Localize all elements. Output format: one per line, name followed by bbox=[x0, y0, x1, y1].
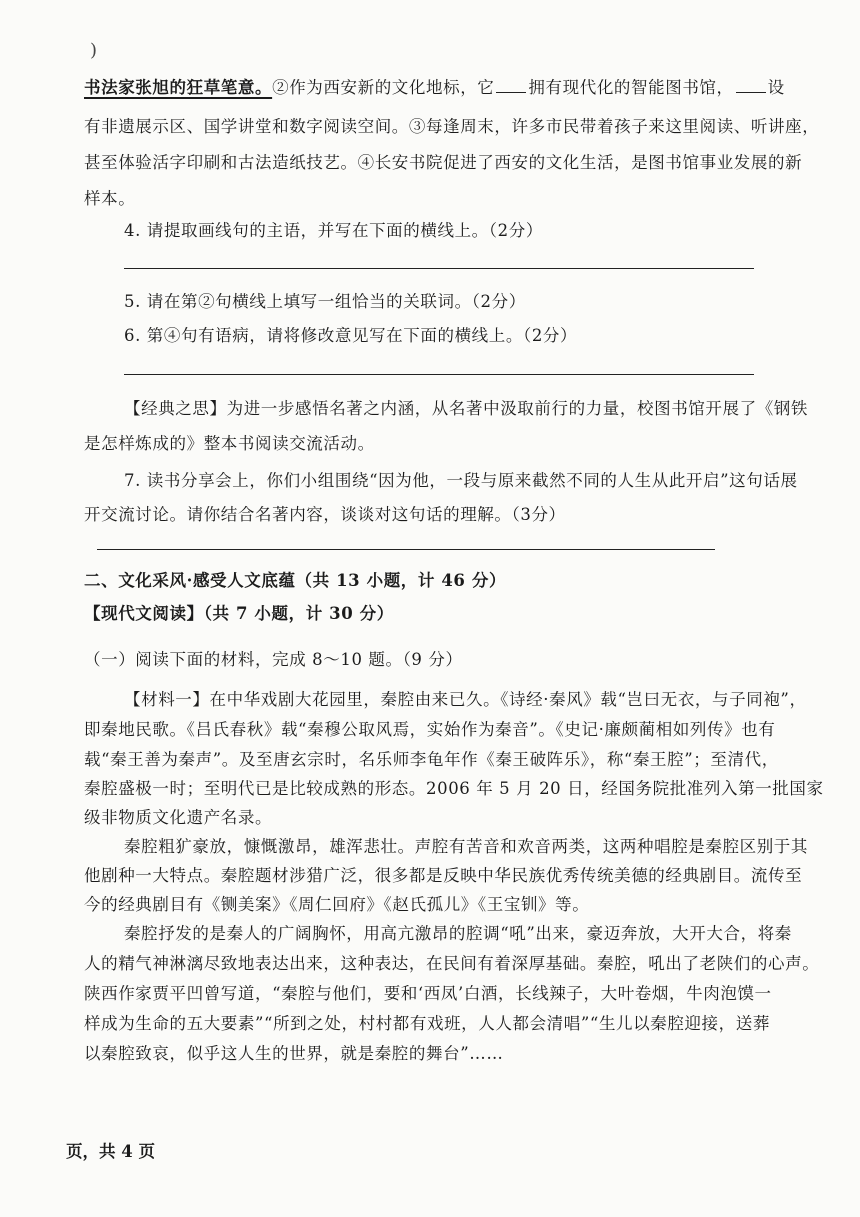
answer-line-q4[interactable] bbox=[124, 268, 754, 269]
fill-blank-2[interactable] bbox=[736, 78, 766, 93]
material-3-line-4: 样成为生命的五大要素”“所到之处，村村都有戏班，人人都会清唱”“生儿以秦腔迎接，送葬 bbox=[84, 1014, 770, 1033]
material-3-line-3: 陕西作家贾平凹曾写道，“秦腔与他们，要和‘西凤’白酒，长线辣子，大叶卷烟，牛肉泡馍一 bbox=[84, 984, 772, 1003]
question-6: 6. 第④句有语病，请将修改意见写在下面的横线上。（2分） bbox=[124, 326, 578, 345]
section-2-title: 二、文化采风·感受人文底蕴（共 13 小题，计 46 分） bbox=[84, 571, 507, 590]
underlined-sentence: 书法家张旭的狂草笔意。 bbox=[84, 78, 273, 97]
passage-line-1 bbox=[84, 76, 785, 100]
margin-mark: ) bbox=[90, 40, 98, 61]
classic-intro-line-1: 【经典之思】为进一步感悟名著之内涵，从名著中汲取前行的力量，校图书馆开展了《钢铁 bbox=[124, 399, 808, 418]
question-7-line-2: 开交流讨论。请你结合名著内容，谈谈对这句话的理解。（3分） bbox=[84, 505, 566, 524]
material-3-line-2: 人的精气神淋漓尽致地表达出来，这种表达，在民间有着深厚基础。秦腔，吼出了老陕们的心声。 bbox=[84, 954, 820, 973]
question-4: 4. 请提取画线句的主语，并写在下面的横线上。（2分） bbox=[124, 221, 543, 240]
passage-line-4: 样本。 bbox=[84, 189, 136, 208]
part-1-instruction: （一）阅读下面的材料，完成 8～10 题。（9 分） bbox=[84, 650, 463, 669]
answer-line-q7[interactable] bbox=[97, 549, 715, 550]
material-1-line-4: 秦腔盛极一时；至明代已是比较成熟的形态。2006 年 5 月 20 日，经国务院批准列入第一批国家 bbox=[84, 779, 824, 798]
material-3-line-1: 秦腔抒发的是秦人的广阔胸怀，用高亢激昂的腔调“吼”出来，豪迈奔放，大开大合，将秦 bbox=[124, 924, 792, 943]
material-1-line-2: 即秦地民歌。《吕氏春秋》载“秦穆公取风焉，实始作为秦音”。《史记·廉颇蔺相如列传》也有 bbox=[84, 720, 776, 739]
passage-text: ②作为西安新的文化地标，它 bbox=[272, 78, 495, 97]
page-footer: 页，共 4 页 bbox=[66, 1142, 155, 1161]
material-3-line-5: 以秦腔致哀，似乎这人生的世界，就是秦腔的舞台”…… bbox=[84, 1044, 504, 1063]
modern-reading-heading: 【现代文阅读】（共 7 小题，计 30 分） bbox=[84, 604, 394, 623]
classic-intro-line-2: 是怎样炼成的》整本书阅读交流活动。 bbox=[84, 434, 375, 453]
question-7-line-1: 7. 读书分享会上，你们小组围绕“因为他，一段与原来截然不同的人生从此开启”这句话展 bbox=[124, 471, 798, 490]
material-2-line-3: 今的经典剧目有《铡美案》《周仁回府》《赵氏孤儿》《王宝钏》等。 bbox=[84, 895, 590, 914]
material-2-line-2: 他剧种一大特点。秦腔题材涉猎广泛，很多都是反映中华民族优秀传统美德的经典剧目。流传至 bbox=[84, 866, 803, 885]
answer-line-q6[interactable] bbox=[124, 374, 754, 375]
question-5: 5. 请在第②句横线上填写一组恰当的关联词。（2分） bbox=[124, 292, 526, 311]
material-2-line-1: 秦腔粗犷豪放，慷慨激昂，雄浑悲壮。声腔有苦音和欢音两类，这两种唱腔是秦腔区别于其 bbox=[124, 837, 808, 856]
fill-blank-1[interactable] bbox=[496, 78, 526, 93]
material-1-line-1: 【材料一】在中华戏剧大花园里，秦腔由来已久。《诗经·秦风》载“岂曰无衣，与子同袍”， bbox=[124, 690, 807, 709]
passage-text: 设 bbox=[767, 78, 785, 97]
material-1-line-5: 级非物质文化遗产名录。 bbox=[84, 808, 273, 827]
passage-line-3: 甚至体验活字印刷和古法造纸技艺。④长安书院促进了西安的文化生活，是图书馆事业发展的新 bbox=[84, 153, 803, 172]
material-1-line-3: 载“秦王善为秦声”。及至唐玄宗时，名乐师李龟年作《秦王破阵乐》，称“秦王腔”；至清代， bbox=[84, 750, 779, 769]
passage-text: 拥有现代化的智能图书馆， bbox=[528, 78, 734, 97]
passage-line-2: 有非遗展示区、国学讲堂和数字阅读空间。③每逢周末，许多市民带着孩子来这里阅读、听讲座， bbox=[84, 117, 820, 136]
